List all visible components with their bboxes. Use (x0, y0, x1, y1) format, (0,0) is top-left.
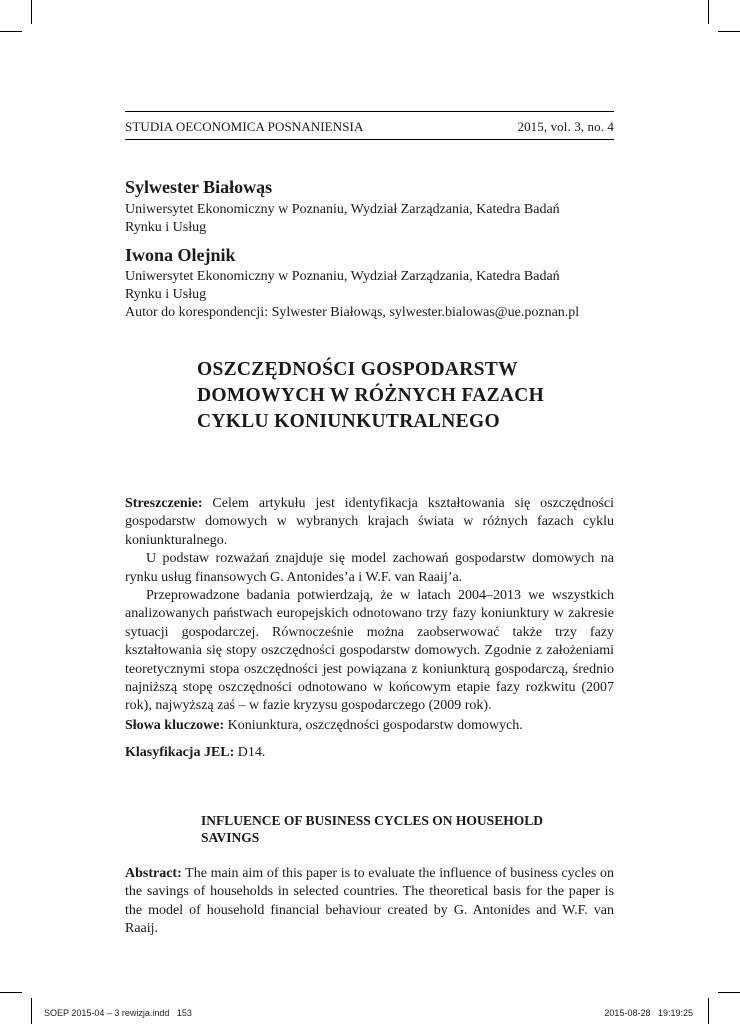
affiliation-line: Uniwersytet Ekonomiczny w Poznaniu, Wydział Zarządzania, Katedra Badań (125, 202, 560, 217)
abstract-paragraph-2: U podstaw rozważań znajduje się model zachowań gospodarstw domowych na rynku usług finansowych G. Antonides’a i W.F. van Raaij’a. (125, 551, 614, 585)
crop-mark-bottom-left-vertical (31, 998, 32, 1024)
jel-classification (125, 744, 614, 762)
abstract-en-paragraph (125, 865, 614, 939)
keywords-label: Słowa kluczowe: (125, 718, 225, 733)
journal-name: STUDIA OECONOMICA POSNANIENSIA (125, 119, 364, 134)
affiliation-line: Uniwersytet Ekonomiczny w Poznaniu, Wydział Zarządzania, Katedra Badań (125, 269, 560, 284)
keywords (125, 717, 614, 735)
footer-timestamp: 2015-08-28 19:19:25 (604, 1008, 693, 1018)
header-rule-top (125, 111, 614, 112)
title-line: DOMOWYCH W RÓŻNYCH FAZACH (197, 385, 545, 406)
crop-mark-top-right-vertical (708, 0, 709, 24)
abstract-label: Streszczenie: (125, 496, 203, 511)
abstract-paragraph-1 (125, 495, 614, 550)
issue-info: 2015, vol. 3, no. 4 (517, 119, 614, 134)
jel-label: Klasyfikacja JEL: (125, 745, 235, 760)
english-title (201, 812, 601, 846)
crop-mark-bottom-right-horizontal (718, 992, 740, 993)
abstract-en-label: Abstract: (125, 866, 182, 881)
crop-mark-bottom-right-vertical (708, 998, 709, 1024)
crop-mark-top-left-horizontal (0, 31, 22, 32)
crop-mark-top-right-horizontal (718, 31, 740, 32)
jel-text: D14. (237, 745, 266, 760)
abstract-en-text: The main aim of this paper is to evaluate the influence of business cycles on the savings of households in selected countries. The theoretical basis for the paper is the model of household financial behaviour created by G. Antonides and W.F. van Raaij. (125, 866, 614, 937)
article-title (197, 357, 617, 435)
crop-mark-bottom-left-horizontal (0, 992, 22, 993)
abstract-pl (125, 495, 614, 716)
abstract-en (125, 865, 614, 939)
keywords-text: Koniunktura, oszczędności gospodarstw domowych. (227, 718, 523, 733)
correspondence-line: Autor do korespondencji: Sylwester Białowąs, sylwester.bialowas@ue.poznan.pl (125, 305, 580, 320)
abstract-paragraph-3: Przeprowadzone badania potwierdzają, że w latach 2004–2013 we wszystkich analizowanych państwach europejskich odnotowano trzy fazy koniunktury w zakresie sytuacji gospodarczej. Równocześnie można zaobserwować także trzy fazy kształtowania się stopy oszczędności gospodarstw domowych. Zgodnie z założeniami teoretycznymi stopa oszczędności jest powiązana z koniunkturą gospodarczą, średnio najniższą stopę oszczędności odnotowano w końcowym etapie fazy rozkwitu (2007 rok), najwyższą zaś – w fazie kryzysu gospodarczego (2009 rok). (125, 588, 614, 714)
author-name-2: Iwona Olejnik (125, 245, 236, 265)
footer-file-info: SOEP 2015-04 – 3 rewizja.indd 153 (44, 1008, 192, 1018)
english-title-line: INFLUENCE OF BUSINESS CYCLES ON HOUSEHOLD (201, 813, 543, 828)
title-line: CYKLU KONIUNKUTRALNEGO (197, 411, 500, 432)
affiliation-line: Rynku i Usług (125, 287, 207, 302)
title-line: OSZCZĘDNOŚCI GOSPODARSTW (197, 359, 518, 380)
crop-mark-top-left-vertical (31, 0, 32, 24)
author-affiliation-1 (125, 201, 615, 237)
abstract-text: Celem artykułu jest identyfikacja kształtowania się oszczędności gospodarstw domowych w wybranych krajach świata w różnych fazach cyklu koniunkturalnego. (125, 496, 614, 548)
author-affiliation-2 (125, 268, 615, 322)
english-title-line: SAVINGS (201, 830, 260, 845)
affiliation-line: Rynku i Usług (125, 220, 207, 235)
header-rule-bottom (125, 139, 614, 140)
author-name-1: Sylwester Białowąs (125, 177, 273, 197)
